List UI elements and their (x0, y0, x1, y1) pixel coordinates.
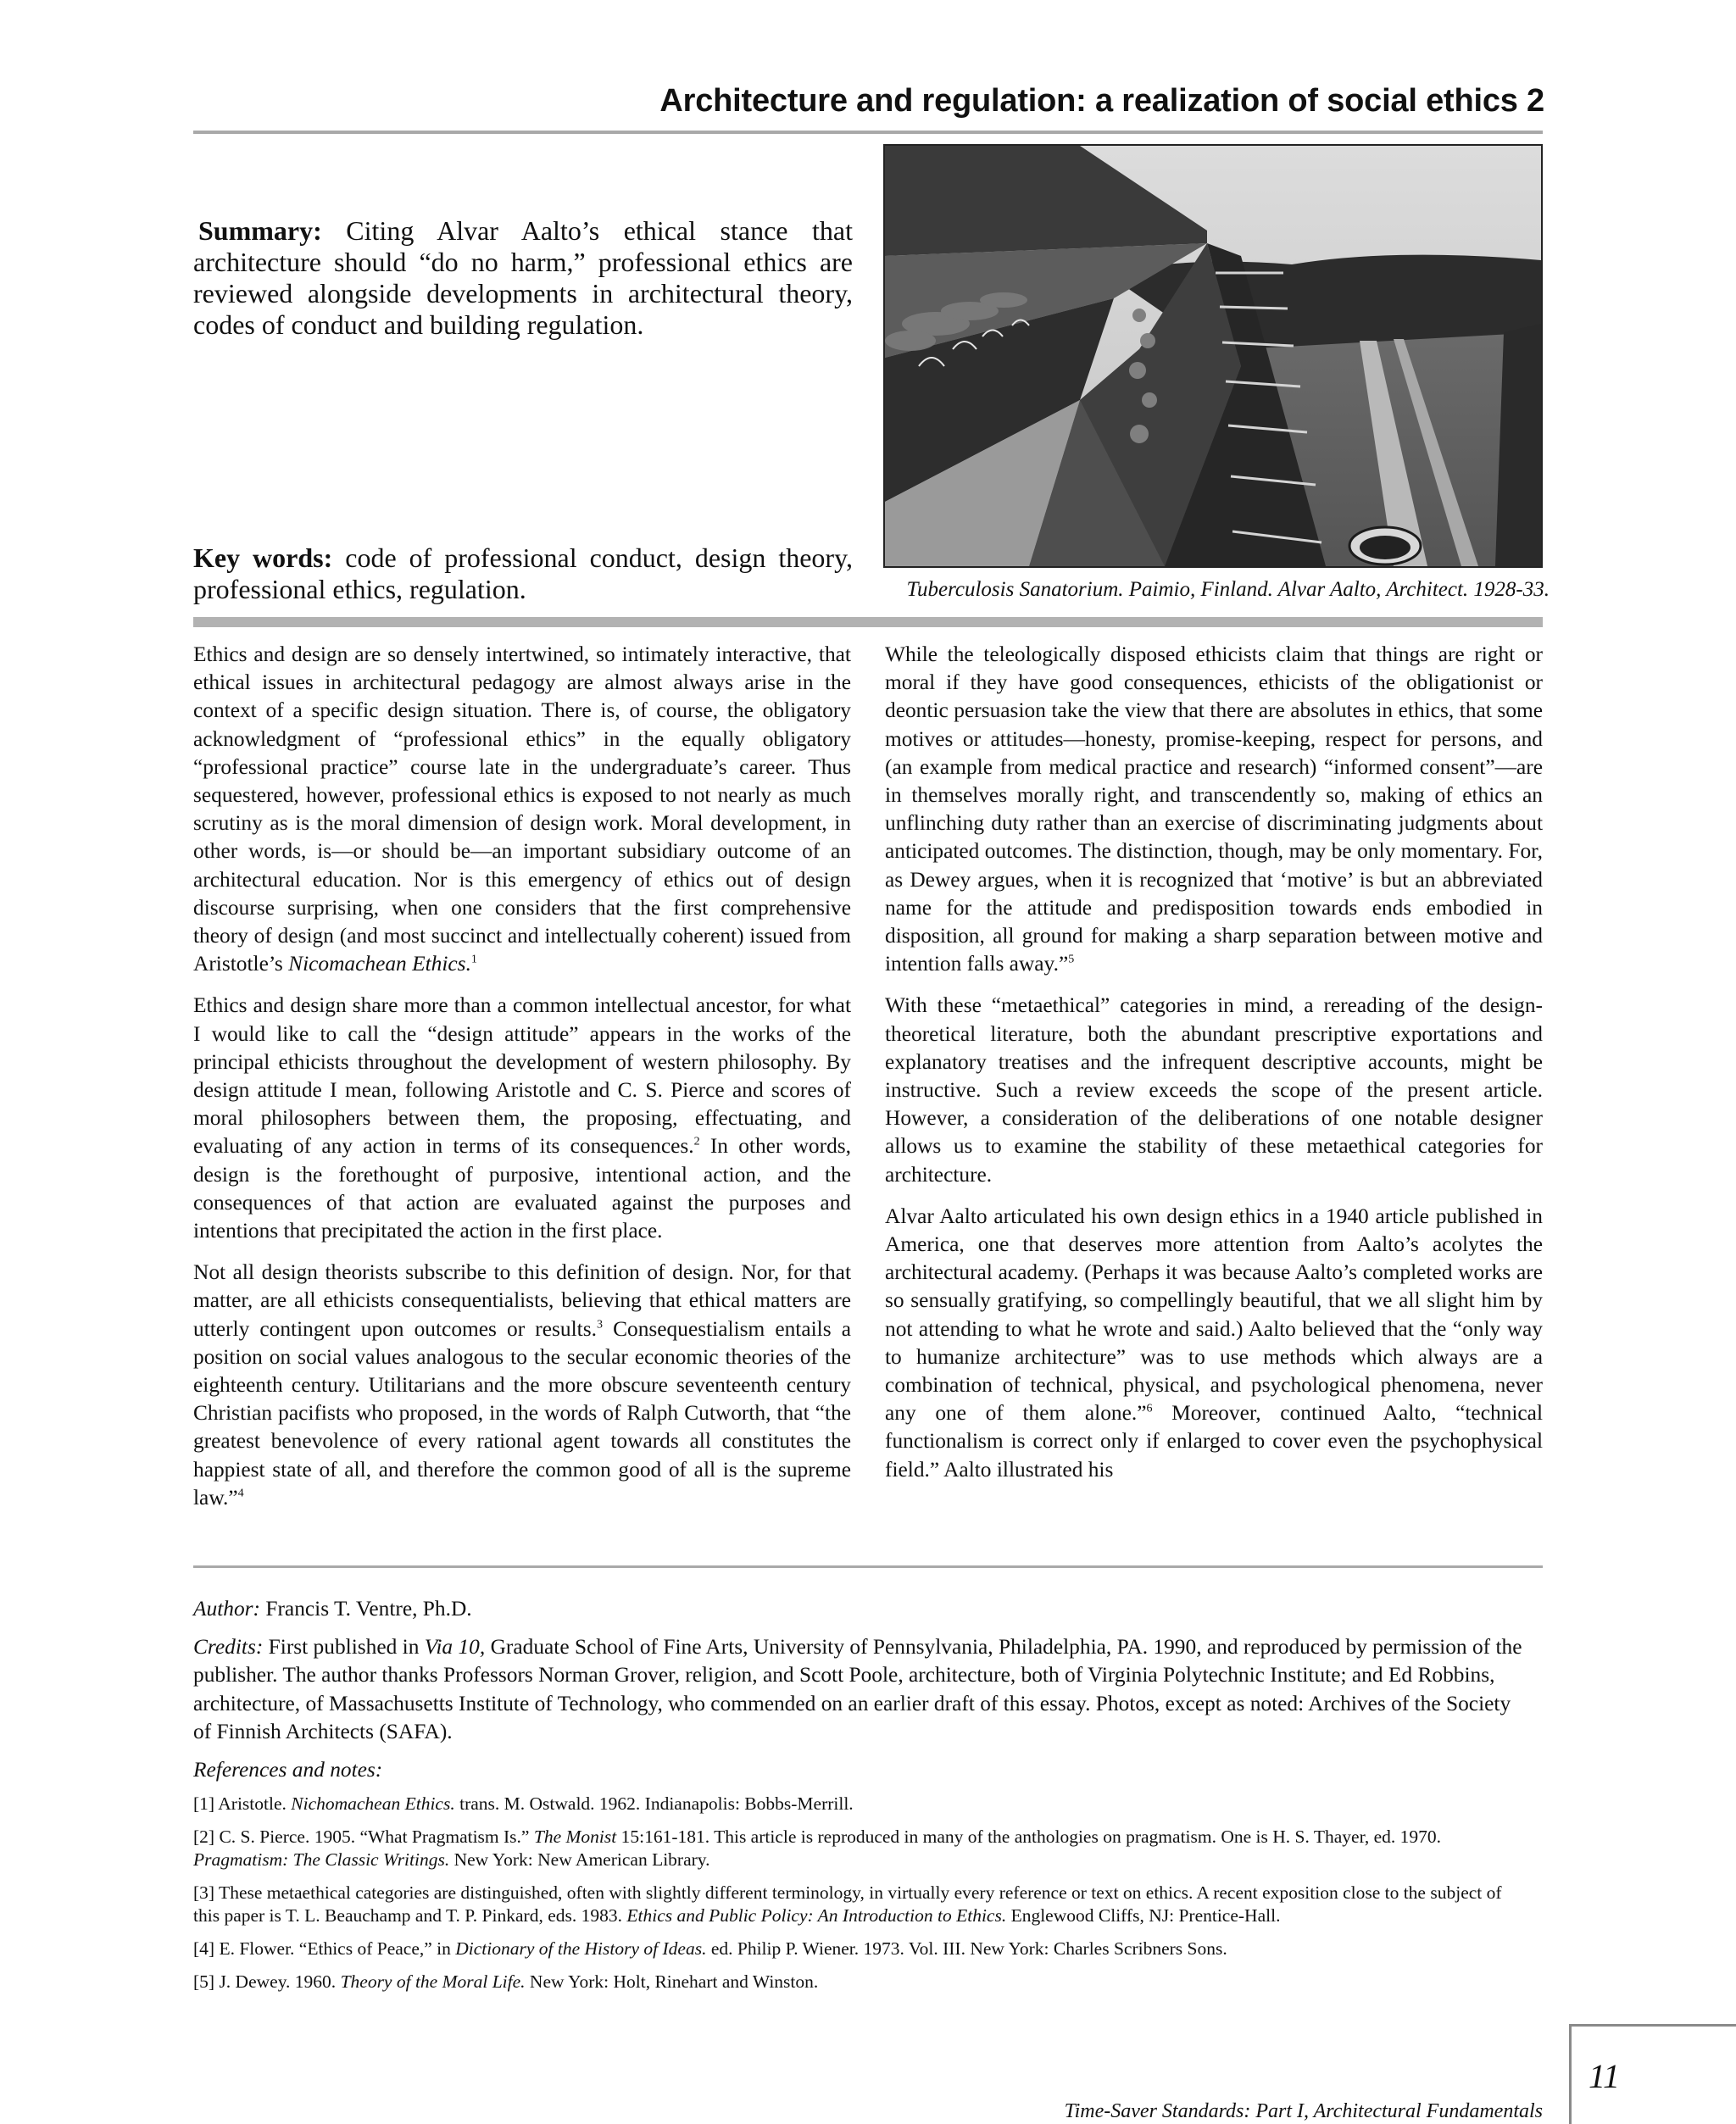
footnote-ref: 2 (693, 1135, 700, 1148)
footnote-ref: 1 (470, 953, 477, 966)
sanatorium-photo (883, 144, 1543, 568)
reference-item: [1] Aristotle. Nichomachean Ethics. trans. M. Ostwald. 1962. Indianapolis: Bobbs-Merrill. (193, 1793, 854, 1815)
paragraph: Not all design theorists subscribe to this definition of design. Nor, for that matter, are all ethicists consequentialists, believing that ethical matters are utterly contingent upon outcomes or results.$^3$ Consequestialism entails a position on social values analogous to the secular economic theories of the eighteenth century. Utilitarians and the more obscure seventeenth century Christian pacifists who proposed, in the words of Ralph Cutworth, that “the greatest benevolence of every rational agent towards all constitutes the happiest state of all, and therefore the common good of all is the supreme law.”$^4$ (193, 1260, 851, 1510)
page-number: 11 (1589, 2057, 1621, 2095)
header-rule (193, 131, 1543, 134)
reference-item: [3] These metaethical categories are distinguished, often with slightly different terminology, in virtually every reference or text on ethics. A recent exposition close to the subject of this paper is T. L. Beauchamp and T. P. Pinkard, eds. 1983. Ethics and Public Policy: An Introduction to Ethics. Englewood Cliffs, NJ: Prentice-Hall. (193, 1882, 1502, 1927)
credits-section (193, 1595, 1528, 2004)
photo-caption: Tuberculosis Sanatorium. Paimio, Finland. Alvar Aalto, Architect. 1928-33. (906, 578, 1550, 601)
keywords-text: code of professional conduct, design theory, professional ethics, regulation. (193, 542, 854, 604)
author-line: Author: Francis T. Ventre, Ph.D. (193, 1597, 472, 1621)
references-heading: References and notes: (193, 1758, 383, 1782)
body-column-right (885, 641, 1543, 1498)
paragraph: Alvar Aalto articulated his own design ethics in a 1940 article published in America, one that deserves more attention from Aalto’s acolytes the architectural academy. (Perhaps it was because Aalto’s completed works are so sensually gratifying, so compellingly beautiful, that we all slight him by not attending to what he wrote and said.) Aalto believed that the “only way to humanize architecture” was to use methods which always are a combination of technical, physical, and psychological phenomena, never any one of them alone.”$^6$ Moreover, continued Aalto, “technical functionalism is correct only if enlarged to cover even the psychophysical field.” Aalto illustrated his (885, 1204, 1544, 1482)
sanatorium-photo-image (885, 146, 1541, 566)
footnote-ref: 4 (237, 1487, 244, 1500)
reference-item: [4] E. Flower. “Ethics of Peace,” in Dictionary of the History of Ideas. ed. Philip P. Wiener. 1973. Vol. III. New York: Charles Scribners Sons. (193, 1938, 1227, 1960)
keywords-label: Key words: (193, 542, 333, 573)
footer-text: Time-Saver Standards: Part I, Architectural Fundamentals (1064, 2100, 1543, 2122)
summary-text: Citing Alvar Aalto’s ethical stance that architecture should “do no harm,” professional ethics are reviewed alongside developments in architectural theory, codes of conduct and building regulation. (193, 215, 853, 340)
paragraph: With these “metaethical” categories in mind, a rereading of the design-theoretical literature, both the abundant prescriptive exportations and explanatory treatises and the infrequent descriptive accounts, might be instructive. Such a review exceeds the scope of the present article. However, a consideration of the deliberations of one notable designer allows us to examine the stability of these metaethical categories for architecture. (885, 993, 1543, 1187)
summary-label: Summary: (198, 215, 322, 246)
paragraph: While the teleologically disposed ethicists claim that things are right or moral if they have good consequences, ethicists of the obligationist or deontic persuasion take the view that there are absolutes in ethics, that some motives or attitudes—honesty, promise-keeping, respect for persons, and (an example from medical practice and research) “informed consent”—are in themselves morally right, and transcendently so, making of ethics an unflinching duty rather than an exercise of discriminating judgments about anticipated outcomes. The distinction, though, may be only momentary. For, as Dewey argues, when it is recognized that ‘motive’ is but an abbreviated name for the attitude and predisposition towards ends embodied in disposition, all ground for making a sharp separation between motive and intention falls away.”$^5$ (885, 642, 1543, 976)
summary (193, 215, 853, 341)
footnote-ref: 5 (1068, 953, 1075, 966)
section-divider (193, 617, 1543, 627)
reference-item: [5] J. Dewey. 1960. Theory of the Moral Life. New York: Holt, Rinehart and Winston. (193, 1971, 819, 1993)
reference-item: [2] C. S. Pierce. 1905. “What Pragmatism Is.” The Monist 15:161-181. This article is reproduced in many of the anthologies on pragmatism. One is H. S. Thayer, ed. 1970. Pragmatism: The Classic Writings. New York: New American Library. (193, 1827, 1442, 1871)
footnote-ref: 6 (1146, 1402, 1153, 1415)
keywords (193, 542, 853, 605)
credits-text: Credits: First published in Via 10, Graduate School of Fine Arts, University of Pennsylvania, Philadelphia, PA. 1990, and reproduced by permission of the publisher. The author thanks Professors Norman Grover, religion, and Scott Poole, architecture, both of Virginia Polytechnic Institute; and Ed Robbins, architecture, of Massachusetts Institute of Technology, who commended on an earlier draft of this essay. Photos, except as noted: Archives of the Society of Finnish Architects (SAFA). (193, 1635, 1522, 1743)
page-header-title: Architecture and regulation: a realization of social ethics 2 (659, 83, 1544, 119)
body-column-left (193, 641, 851, 1526)
paragraph: Ethics and design share more than a common intellectual ancestor, for what I would like to call the “design attitude” appears in the works of the principal ethicists throughout the development of western philosophy. By design attitude I mean, following Aristotle and C. S. Pierce and scores of moral philosophers between them, the proposing, effectuating, and evaluating of any action in terms of its consequences.$^2$ In other words, design is the forethought of purposive, intentional action, and the consequences of that action are evaluated against the purposes and intentions that precipitated the action in the first place. (193, 993, 852, 1243)
paragraph: Ethics and design are so densely intertwined, so intimately interactive, that ethical issues in architectural pedagogy are almost always arise in the context of a specific design situation. There is, of course, the obligatory acknowledgment of “professional ethics” in the equally obligatory “professional practice” course late in the undergraduate’s career. Thus sequestered, however, professional ethics is exposed to not nearly as much scrutiny as is the moral dimension of design work. Moral development, in other words, is—or should be—an important subsidiary outcome of an architectural education. Nor is this emergency of ethics out of design discourse surprising, when one considers that the first comprehensive theory of design (and most succinct and intellectually coherent) issued from Aristotle’s Nicomachean Ethics.$^1$ (193, 642, 851, 976)
credits-divider (193, 1565, 1543, 1568)
footnote-ref: 3 (596, 1318, 603, 1332)
